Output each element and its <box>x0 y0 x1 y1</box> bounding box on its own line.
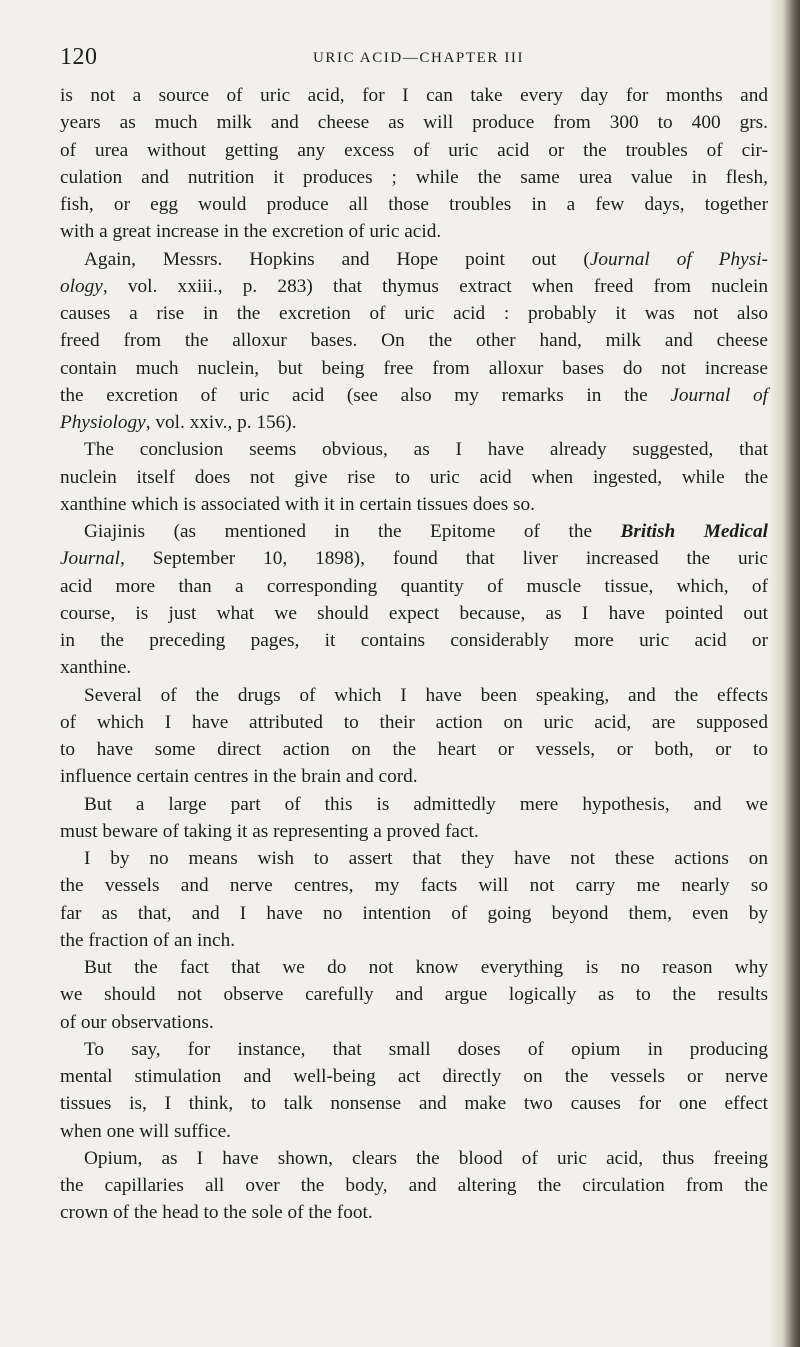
text-line: years as much milk and cheese as will produce from 300 to 400 grs. <box>60 112 768 134</box>
text-line: xanthine. <box>60 657 132 679</box>
text-line: Several of the drugs of which I have been speaking, and the effects <box>84 684 768 706</box>
journal-title: Journal <box>60 548 120 570</box>
text-line <box>60 382 768 409</box>
text-line <box>60 545 768 572</box>
text-line: of which I have attributed to their action on uric acid, are supposed <box>60 711 768 733</box>
text-line: tissues is, I think, to talk nonsense and make two causes for one effect <box>60 1093 768 1115</box>
text-line: The conclusion seems obvious, as I have already suggested, that <box>84 439 768 461</box>
body-text <box>60 82 768 1227</box>
text-line <box>60 273 768 300</box>
text-line: of our observations. <box>60 1011 214 1033</box>
text-line: But the fact that we do not know everything is no reason why <box>84 957 768 978</box>
page-number: 120 <box>60 44 98 70</box>
text-run: Again, Messrs. Hopkins and Hope point out ( <box>84 248 590 270</box>
journal-title: British Medical <box>620 521 768 542</box>
journal-title: Physiology <box>60 412 146 433</box>
text-run: , vol. xxiv., p. 156). <box>145 412 297 433</box>
text-line: crown of the head to the sole of the foot. <box>60 1202 373 1224</box>
text-line: xanthine which is associated with it in certain tissues does so. <box>60 493 535 515</box>
text-line: influence certain centres in the brain and cord. <box>60 766 418 788</box>
text-line: in the preceding pages, it contains considerably more uric acid or <box>60 630 768 651</box>
text-run: the excretion of uric acid (see also my remarks in the <box>60 384 671 406</box>
text-line: to have some direct action on the heart or vessels, or both, or to <box>60 739 768 760</box>
text-line: causes a rise in the excretion of uric acid : probably it was not also <box>60 303 768 324</box>
text-line <box>60 246 768 273</box>
journal-title: Journal of <box>670 384 768 406</box>
text-line: acid more than a corresponding quantity of muscle tissue, which, of <box>60 575 768 597</box>
text-line: of urea without getting any excess of uric acid or the troubles of cir- <box>60 139 768 161</box>
text-run: , vol. xxiii., p. 283) that thymus extract when freed from nuclein <box>102 275 768 297</box>
text-line: contain much nuclein, but being free from alloxur bases do not increase <box>60 357 768 379</box>
page-edge-shadow <box>768 0 800 1347</box>
text-line: we should not observe carefully and argue logically as to the results <box>60 984 768 1006</box>
text-line: fish, or egg would produce all those troubles in a few days, together <box>60 194 768 215</box>
text-line: course, is just what we should expect because, as I have pointed out <box>60 602 768 624</box>
text-line: But a large part of this is admittedly mere hypothesis, and we <box>84 793 768 815</box>
journal-title: ology <box>60 275 103 297</box>
text-run: Giajinis (as mentioned in the Epitome of the <box>84 521 621 542</box>
text-line: Opium, as I have shown, clears the blood of uric acid, thus freeing <box>84 1147 768 1169</box>
text-line: freed from the alloxur bases. On the other hand, milk and cheese <box>60 330 768 352</box>
text-line: when one will suffice. <box>60 1120 231 1142</box>
text-line <box>60 518 768 545</box>
text-line: must beware of taking it as representing a proved fact. <box>60 820 479 842</box>
text-line: is not a source of uric acid, for I can take every day for months and <box>60 85 768 106</box>
journal-title: Journal of Physi- <box>589 248 768 270</box>
text-line: the fraction of an inch. <box>60 929 236 951</box>
text-line: with a great increase in the excretion of uric acid. <box>60 221 442 243</box>
page-header <box>60 44 765 74</box>
text-line: culation and nutrition it produces ; while the same urea value in flesh, <box>60 166 768 188</box>
text-line: far as that, and I have no intention of going beyond them, even by <box>60 902 768 924</box>
text-line: nuclein itself does not give rise to uric acid when ingested, while the <box>60 466 768 488</box>
text-line: mental stimulation and well-being act directly on the vessels or nerve <box>60 1066 768 1087</box>
running-head: URIC ACID—CHAPTER III <box>313 50 525 66</box>
text-line <box>60 409 768 436</box>
text-line: To say, for instance, that small doses of opium in producing <box>84 1038 768 1060</box>
text-line: I by no means wish to assert that they have not these actions on <box>84 848 768 869</box>
text-line: the capillaries all over the body, and altering the circulation from the <box>60 1175 768 1196</box>
text-line: the vessels and nerve centres, my facts will not carry me nearly so <box>60 875 768 897</box>
text-run: , September 10, 1898), found that liver increased the uric <box>119 548 768 570</box>
